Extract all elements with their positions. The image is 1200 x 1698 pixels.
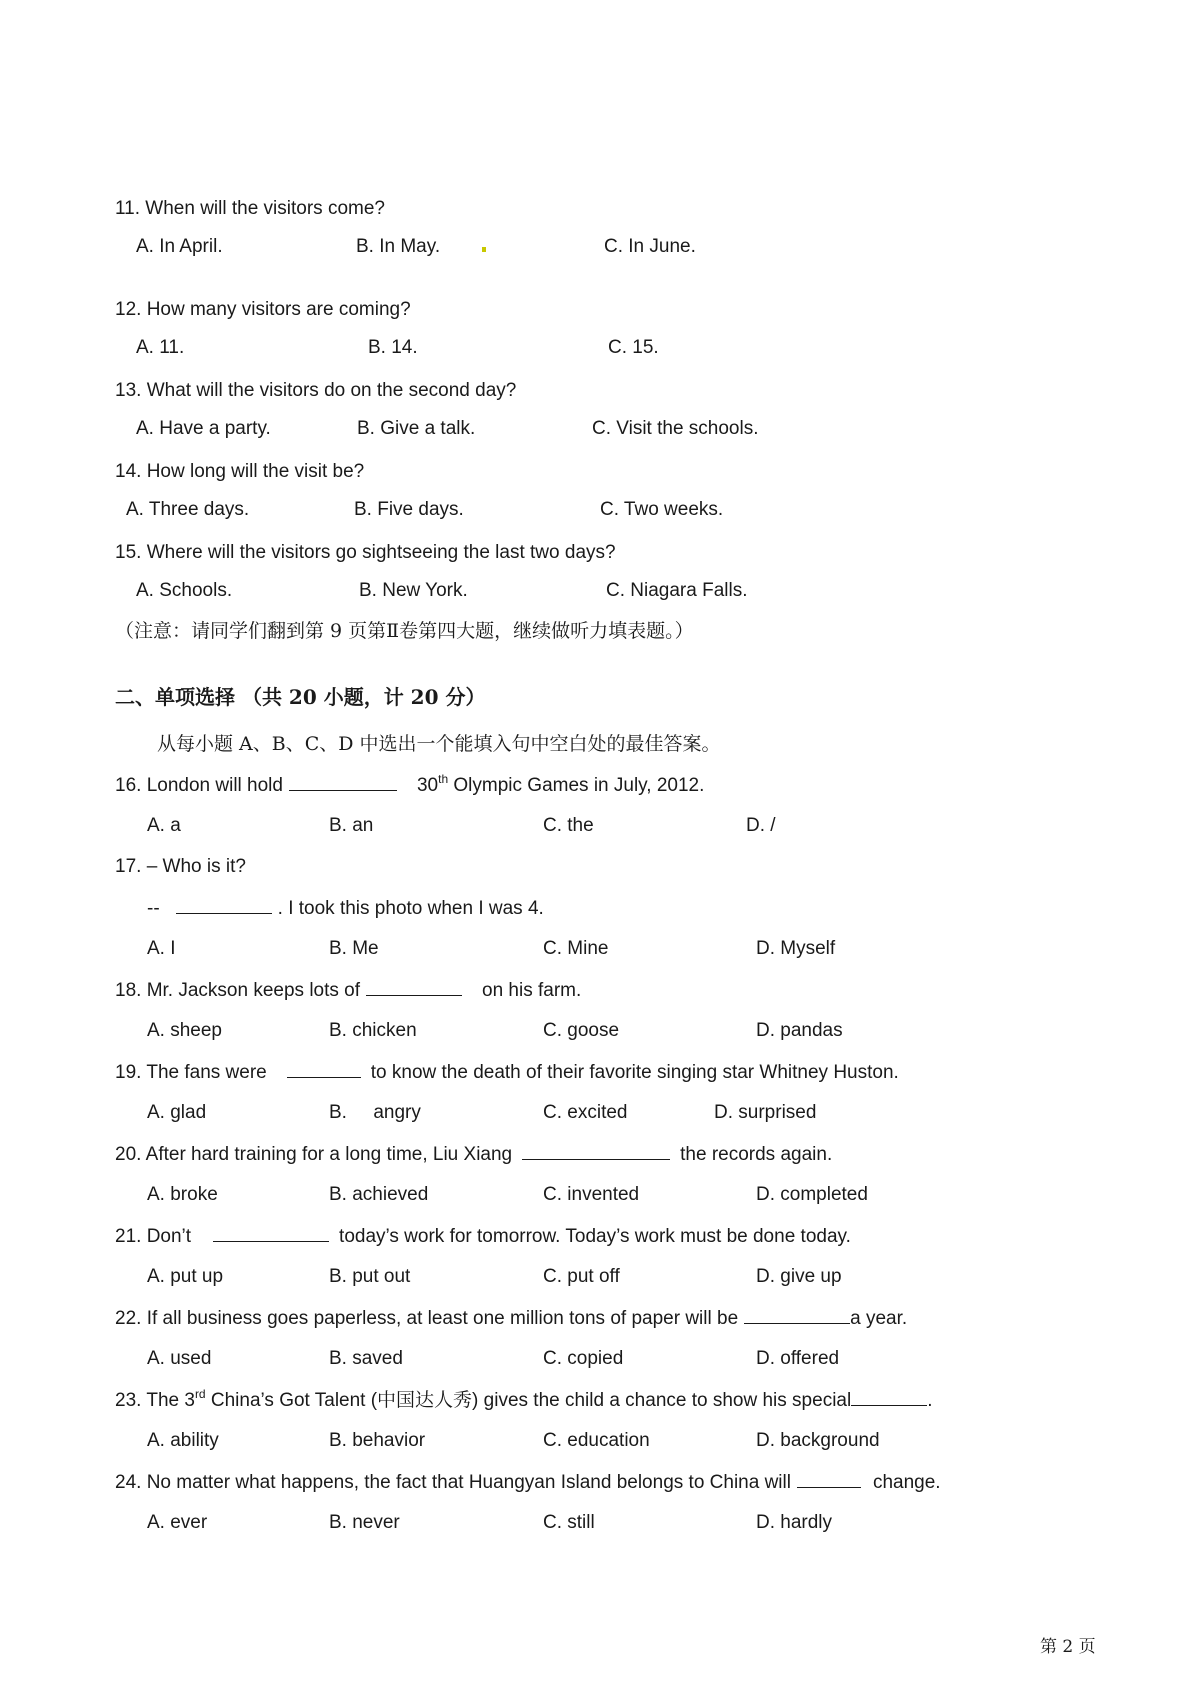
- q21-text-before: 21. Don’t: [115, 1226, 192, 1247]
- answer-blank: [213, 1223, 329, 1242]
- q13-option-b: B. Give a talk.: [357, 418, 476, 439]
- page-number: 第 2 页: [1040, 1637, 1096, 1657]
- q19-option-b: B. angry: [329, 1102, 421, 1123]
- q12-option-b: B. 14.: [368, 337, 418, 358]
- q17-text-after: . I took this photo when I was 4.: [277, 898, 544, 919]
- q16-text-after: Olympic Games in July, 2012.: [448, 775, 705, 796]
- answer-blank: [851, 1387, 927, 1406]
- q23-option-c: C. education: [543, 1430, 650, 1451]
- q18-option-c: C. goose: [543, 1020, 620, 1041]
- question-20-stem: [115, 1141, 832, 1168]
- q15-option-c: C. Niagara Falls.: [606, 580, 748, 601]
- q23-option-a: A. ability: [147, 1430, 219, 1451]
- q24-text-after: change.: [872, 1472, 941, 1493]
- q23-superscript: rd: [194, 1387, 206, 1401]
- question-21-stem: [115, 1223, 851, 1250]
- q12-option-c: C. 15.: [608, 337, 659, 358]
- q18-option-a: A. sheep: [147, 1020, 222, 1041]
- answer-blank: [289, 772, 397, 791]
- answer-blank: [522, 1141, 670, 1160]
- q24-option-a: A. ever: [147, 1512, 208, 1533]
- q18-text-before: 18. Mr. Jackson keeps lots of: [115, 980, 361, 1001]
- q20-option-d: D. completed: [756, 1184, 868, 1205]
- q14-option-b: B. Five days.: [354, 499, 464, 520]
- q16-option-c: C. the: [543, 815, 594, 836]
- q17-dash: --: [147, 898, 160, 919]
- answer-blank: [287, 1059, 361, 1078]
- q16-option-b: B. an: [329, 815, 374, 836]
- question-23-stem: [115, 1387, 932, 1414]
- q23-text-middle: China’s Got Talent (中国达人秀) gives the child a chance to show his special: [205, 1390, 852, 1411]
- q13-option-c: C. Visit the schools.: [592, 418, 759, 439]
- answer-blank: [797, 1469, 861, 1488]
- q15-option-a: A. Schools.: [136, 580, 233, 601]
- q23-text-before: 23. The 3: [115, 1390, 195, 1411]
- q20-option-a: A. broke: [147, 1184, 218, 1205]
- q11-option-c: C. In June.: [604, 236, 696, 257]
- section-title: 二、单项选择 （共 20 小题，计 20 分）: [115, 685, 486, 709]
- q11-option-a: A. In April.: [136, 236, 223, 257]
- q21-option-d: D. give up: [756, 1266, 842, 1287]
- q22-text-after: a year.: [850, 1308, 908, 1329]
- question-14-stem: 14. How long will the visit be?: [115, 461, 365, 482]
- question-18-stem: [115, 977, 581, 1004]
- question-17-answer-line: [147, 895, 544, 922]
- q19-text-after: to know the death of their favorite singing star Whitney Huston.: [370, 1062, 899, 1083]
- q21-option-b: B. put out: [329, 1266, 411, 1287]
- q18-text-after: on his farm.: [482, 980, 582, 1001]
- q18-option-b: B. chicken: [329, 1020, 417, 1041]
- answer-blank: [366, 977, 462, 996]
- q12-option-a: A. 11.: [136, 337, 185, 358]
- q17-option-a: A. I: [147, 938, 176, 959]
- q16-option-d: D. /: [746, 815, 776, 836]
- q22-option-a: A. used: [147, 1348, 212, 1369]
- q15-option-b: B. New York.: [359, 580, 468, 601]
- q13-option-a: A. Have a party.: [136, 418, 271, 439]
- q21-text-after: today’s work for tomorrow. Today’s work must be done today.: [339, 1226, 851, 1247]
- q23-text-after: .: [927, 1390, 933, 1411]
- q22-option-c: C. copied: [543, 1348, 624, 1369]
- q16-number: 30: [416, 775, 439, 796]
- q20-text-after: the records again.: [680, 1144, 833, 1165]
- question-24-stem: [115, 1469, 941, 1496]
- section-instruction: 从每小题 A、B、C、D 中选出一个能填入句中空白处的最佳答案。: [157, 733, 721, 755]
- q18-option-d: D. pandas: [756, 1020, 843, 1041]
- answer-blank: [176, 895, 272, 914]
- q24-option-b: B. never: [329, 1512, 400, 1533]
- q23-option-d: D. background: [756, 1430, 880, 1451]
- q11-option-b: B. In May.: [356, 236, 441, 257]
- q19-text-before: 19. The fans were: [115, 1062, 267, 1083]
- q24-option-d: D. hardly: [756, 1512, 833, 1533]
- q16-option-a: A. a: [147, 815, 181, 836]
- question-12-stem: 12. How many visitors are coming?: [115, 299, 411, 320]
- q17-option-c: C. Mine: [543, 938, 609, 959]
- q20-option-c: C. invented: [543, 1184, 640, 1205]
- q21-option-a: A. put up: [147, 1266, 224, 1287]
- q16-superscript: th: [438, 772, 449, 786]
- q17-option-b: B. Me: [329, 938, 379, 959]
- q22-option-b: B. saved: [329, 1348, 403, 1369]
- question-19-stem: [115, 1059, 899, 1086]
- q17-option-d: D. Myself: [756, 938, 836, 959]
- question-11-stem: 11. When will the visitors come?: [115, 198, 385, 219]
- q22-text-before: 22. If all business goes paperless, at least one million tons of paper will be: [115, 1308, 739, 1329]
- q24-option-c: C. still: [543, 1512, 595, 1533]
- q14-option-a: A. Three days.: [126, 499, 250, 520]
- answer-blank: [744, 1305, 850, 1324]
- question-17-stem: 17. – Who is it?: [115, 856, 246, 877]
- stray-speck: [482, 247, 486, 252]
- q14-option-c: C. Two weeks.: [600, 499, 724, 520]
- q21-option-c: C. put off: [543, 1266, 620, 1287]
- q16-text-before: 16. London will hold: [115, 775, 283, 796]
- q22-option-d: D. offered: [756, 1348, 840, 1369]
- q24-text-before: 24. No matter what happens, the fact that Huangyan Island belongs to China will: [115, 1472, 791, 1493]
- q23-option-b: B. behavior: [329, 1430, 426, 1451]
- q19-option-a: A. glad: [147, 1102, 207, 1123]
- question-15-stem: 15. Where will the visitors go sightseeing the last two days?: [115, 542, 616, 563]
- q19-option-d: D. surprised: [714, 1102, 817, 1123]
- q20-option-b: B. achieved: [329, 1184, 429, 1205]
- listening-note: （注意：请同学们翻到第 9 页第Ⅱ卷第四大题，继续做听力填表题。）: [115, 620, 694, 642]
- q20-text-before: 20. After hard training for a long time, Liu Xiang: [115, 1144, 513, 1165]
- question-22-stem: [115, 1305, 907, 1332]
- question-16-stem: [115, 772, 704, 799]
- q19-option-c: C. excited: [543, 1102, 628, 1123]
- question-13-stem: 13. What will the visitors do on the second day?: [115, 380, 517, 401]
